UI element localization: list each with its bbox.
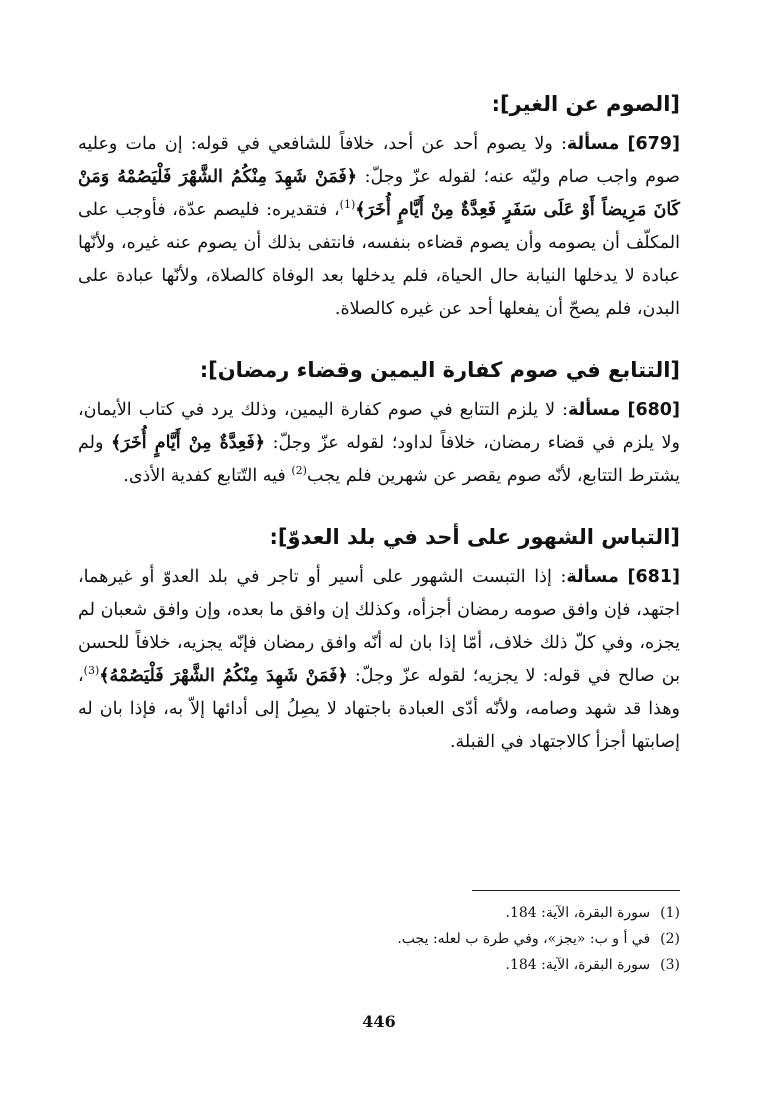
footnote-divider xyxy=(472,890,680,891)
paragraph-text: ، فتقديره: فليصم عدّة، فأوجب على المكلّف أن يصومه وأن يصوم قضاءه بنفسه، فانتفى بذلك أن يصوم عنه غيره، ولأنّها عبادة لا يدخلها النيابة حال الحياة، فلم يدخلها بعد الوفاة كالصلاة، ولأنّها عبادة على البدن، فلم يصحّ أن يفعلها أحد عن غيره كالصلاة. xyxy=(78,200,680,319)
footnote-text: سورة البقرة، الآية: 184. xyxy=(505,957,651,973)
issue-label: مسألة xyxy=(566,134,620,154)
issue-number: [681] xyxy=(627,567,680,587)
section-heading-679: [الصوم عن الغير]: xyxy=(491,92,680,116)
issue-number: [680] xyxy=(627,400,680,420)
paragraph-text: : لا يلزم التتابع في صوم كفارة اليمين، وذلك يرد في كتاب الأيمان، ولا يلزم في قضاء رمضان، خلافاً لداود؛ لقوله عزّ وجلّ: xyxy=(78,400,680,453)
quran-verse: ﴿فَعِدَّةٌ مِنْ أَيَّامٍ أُخَرَ﴾ xyxy=(111,433,265,453)
footnote-number: (1) xyxy=(660,905,680,921)
paragraph-text: : إذا التبست الشهور على أسير أو تاجر في بلد العدوّ أو غيرهما، اجتهد، فإن وافق صومه رمضان أجزأه، وكذلك إن وافق ما بعده، وإن وافق شعبان لم يجزه، وفي كلّ ذلك خلاف، أمّا إذا بان له أنّه وافق رمضان فإنّه يجزيه، خلافاً للحسن بن صالح في قوله: لا يجزيه؛ لقوله عزّ وجلّ: xyxy=(78,567,680,686)
section-heading-680: [التتابع في صوم كفارة اليمين وقضاء رمضان]: xyxy=(199,358,680,382)
footnote-number: (3) xyxy=(660,957,680,973)
paragraph-681 xyxy=(78,561,680,759)
paragraph-680 xyxy=(78,394,680,493)
footnote-ref[interactable]: (1) xyxy=(339,198,356,212)
footnote-3 xyxy=(78,952,680,978)
footnote-number: (2) xyxy=(660,931,680,947)
quran-verse: ﴿فَمَنْ شَهِدَ مِنْكُمُ الشَّهْرَ فَلْيَصُمْهُ وَمَنْ كَانَ مَرِيضاً أَوْ عَلَى سَفَرٍ فَعِدَّةٌ مِنْ أَيَّامٍ أُخَرَ﴾ xyxy=(78,167,680,220)
main-text xyxy=(78,88,680,787)
paragraph-text: ، وهذا قد شهد وصامه، ولأنّه أدّى العبادة باجتهاد لا يصِلُ إلى أدائها إلاّ به، فإذا بان له إصابتها أجزأ كالاجتهاد في القبلة. xyxy=(78,666,680,752)
issue-label: مسألة xyxy=(566,567,619,587)
footnote-text: في أ و ب: «يجز»، وفي طرة ب لعله: يجب. xyxy=(397,931,651,947)
footnote-ref[interactable]: (3) xyxy=(83,664,100,678)
page-number: 446 xyxy=(362,1012,396,1031)
paragraph-679 xyxy=(78,128,680,326)
paragraph-text: : ولا يصوم أحد عن أحد، خلافاً للشافعي في قوله: إن مات وعليه صوم واجب صام وليّه عنه؛ لقوله عزّ وجلّ: xyxy=(78,134,680,187)
paragraph-text: ولم يشترط التتابع، لأنّه صوم يقصر عن شهرين فلم يجب xyxy=(78,433,680,486)
footnotes xyxy=(78,900,680,978)
paragraph-text: فيه التّتابع كفدية الأذى. xyxy=(123,466,292,486)
issue-label: مسألة xyxy=(568,400,621,420)
footnote-1 xyxy=(78,900,680,926)
footnote-2 xyxy=(78,926,680,952)
footnote-text: سورة البقرة، الآية: 184. xyxy=(505,905,651,921)
quran-verse: ﴿فَمَنْ شَهِدَ مِنْكُمُ الشَّهْرَ فَلْيَصُمْهُ﴾ xyxy=(99,666,348,686)
footnote-ref[interactable]: (2) xyxy=(291,464,307,478)
section-heading-681: [التباس الشهور على أحد في بلد العدوّ]: xyxy=(269,525,680,549)
issue-number: [679] xyxy=(627,134,680,154)
